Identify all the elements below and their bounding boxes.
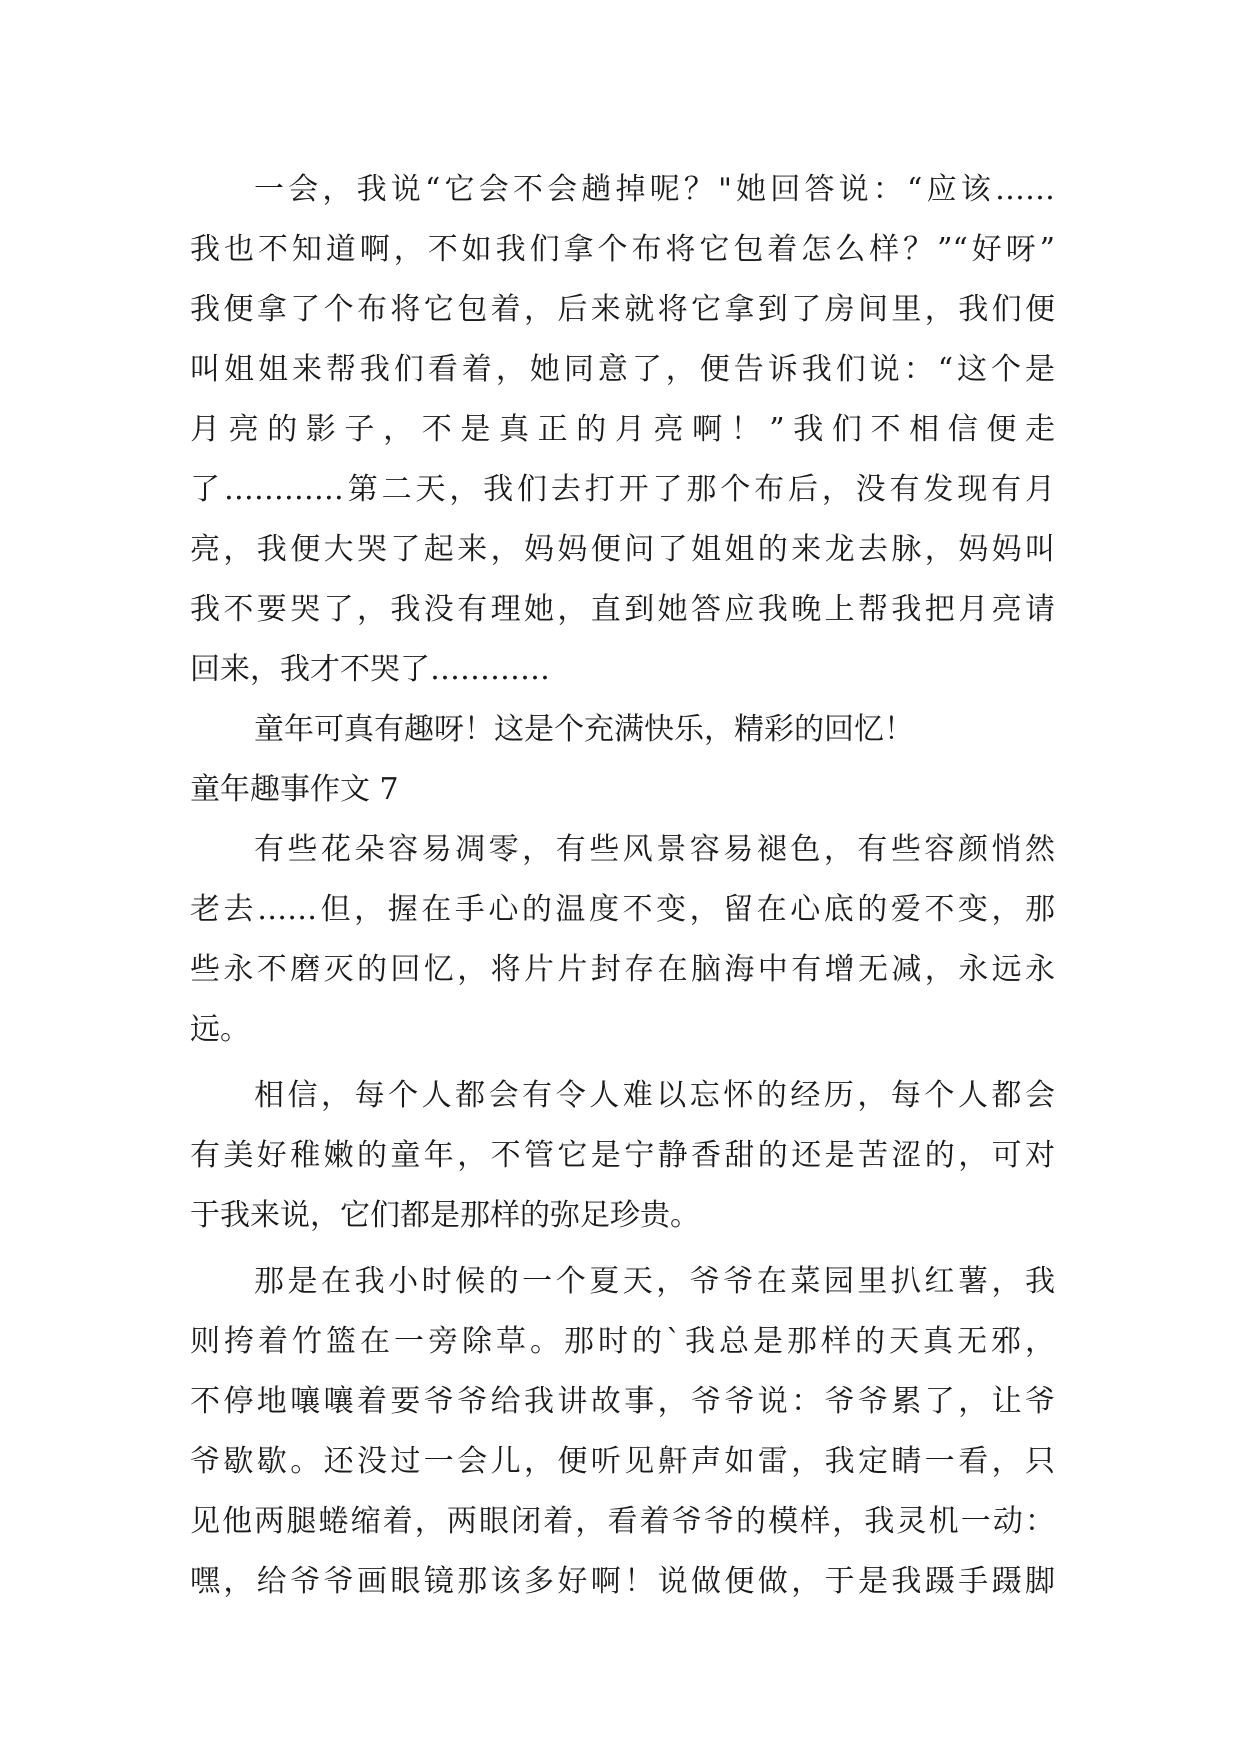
paragraph-conclusion bbox=[190, 700, 1055, 760]
text-line: 嘿，给爷爷画眼镜那该多好啊！说做便做，于是我蹑手蹑脚 bbox=[190, 1564, 1055, 1599]
paragraph-moon-story bbox=[190, 160, 1055, 700]
text-line: 见他两腿蜷缩着，两眼闭着，看着爷爷的模样，我灵机一动： bbox=[190, 1504, 1055, 1539]
text-line: 一会，我说“它会不会趟掉呢？"她回答说：“应该…… bbox=[254, 172, 1055, 207]
text-line: 有些花朵容易凋零，有些风景容易褪色，有些容颜悄然 bbox=[254, 832, 1055, 867]
text-line: 有美好稚嫩的童年，不管它是宁静香甜的还是苦涩的，可对 bbox=[190, 1138, 1055, 1173]
text-line: 于我来说，它们都是那样的弥足珍贵。 bbox=[190, 1198, 700, 1233]
text-line: 那是在我小时候的一个夏天，爷爷在菜园里扒红薯，我 bbox=[254, 1264, 1055, 1299]
text-line: 童年可真有趣呀！这是个充满快乐，精彩的回忆！ bbox=[254, 712, 914, 747]
text-line: 不停地嚷嚷着要爷爷给我讲故事，爷爷说：爷爷累了，让爷 bbox=[190, 1384, 1055, 1419]
text-line: 了…………第二天，我们去打开了那个布后，没有发现有月 bbox=[190, 472, 1055, 507]
text-line: 爷歇歇。还没过一会儿，便听见鼾声如雷，我定睛一看，只 bbox=[190, 1444, 1055, 1479]
text-line: 相信，每个人都会有令人难以忘怀的经历，每个人都会 bbox=[254, 1078, 1055, 1113]
text-line: 我便拿了个布将它包着，后来就将它拿到了房间里，我们便 bbox=[190, 292, 1055, 327]
text-line: 我也不知道啊，不如我们拿个布将它包着怎么样？”“好呀” bbox=[190, 232, 1055, 267]
text-line: 我不要哭了，我没有理她，直到她答应我晚上帮我把月亮请 bbox=[190, 592, 1055, 627]
paragraph-flowers bbox=[190, 820, 1055, 1060]
text-line: 老去……但，握在手心的温度不变，留在心底的爱不变，那 bbox=[190, 892, 1055, 927]
paragraph-summer-memory bbox=[190, 1252, 1055, 1612]
text-line: 则挎着竹篮在一旁除草。那时的`我总是那样的天真无邪， bbox=[190, 1324, 1055, 1359]
text-line: 远。 bbox=[190, 1012, 250, 1047]
text-line: 叫姐姐来帮我们看着，她同意了，便告诉我们说：“这个是 bbox=[190, 352, 1055, 387]
text-line: 月亮的影子，不是真正的月亮啊！”我们不相信便走 bbox=[190, 412, 1055, 447]
paragraph-belief bbox=[190, 1066, 1055, 1246]
text-line: 些永不磨灭的回忆，将片片封存在脑海中有增无减，永远永 bbox=[190, 952, 1055, 987]
section-heading: 童年趣事作文 7 bbox=[190, 772, 399, 807]
document-body bbox=[190, 160, 1055, 1612]
text-line: 亮，我便大哭了起来，妈妈便问了姐姐的来龙去脉，妈妈叫 bbox=[190, 532, 1055, 567]
text-line: 回来，我才不哭了………… bbox=[190, 652, 550, 687]
